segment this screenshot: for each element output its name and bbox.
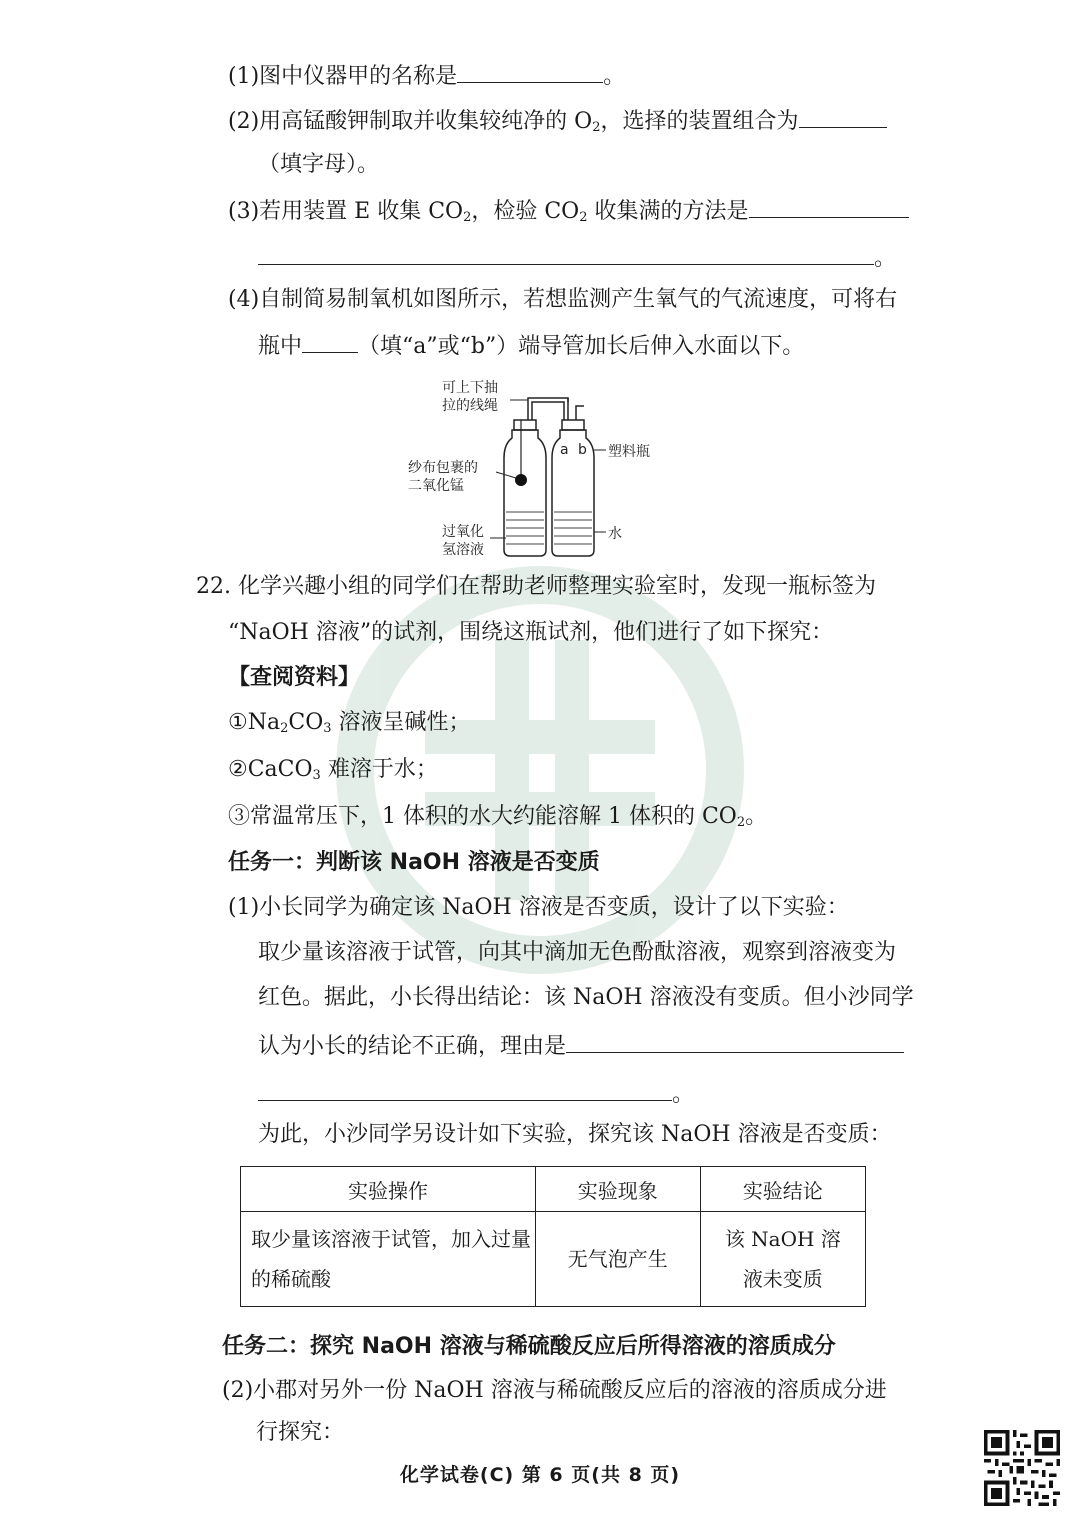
task1-line4 (258, 1030, 904, 1062)
q21-part3-line2 (258, 242, 896, 274)
conclusion-line1: 该 NaOH 溶 (724, 1227, 841, 1251)
task1-line5-end: 。 (672, 1082, 695, 1107)
q21-part1 (228, 60, 625, 92)
task2-line2: 行探究： (256, 1420, 345, 1445)
q21-part4-line2 (258, 330, 804, 362)
q21-part1-text: (1)图中仪器甲的名称是 (228, 64, 458, 89)
ref1-c: 溶液呈碱性； (331, 710, 471, 735)
qr-code-icon (984, 1430, 1060, 1506)
ref3-a: ③常温常压下，1 体积的水大约能溶解 1 体积的 CO (228, 804, 737, 829)
table-header-phenomenon: 实验现象 (535, 1167, 700, 1212)
reference-item-1 (228, 708, 471, 744)
table-cell-conclusion (700, 1212, 865, 1307)
table-header-row (241, 1167, 866, 1212)
label-h2o2-line1: 过氧化 (442, 524, 484, 540)
task1-line2: 取少量该溶液于试管，向其中滴加无色酚酞溶液，观察到溶液变为 (258, 940, 897, 965)
answer-blank[interactable] (749, 195, 909, 218)
page-footer: 化学试卷(C) 第 6 页(共 8 页) (399, 1464, 681, 1486)
answer-blank[interactable] (302, 330, 358, 353)
answer-blank[interactable] (258, 1078, 672, 1101)
ref2-b: 难溶于水； (320, 757, 438, 782)
label-rope-line1: 可上下抽 (442, 380, 498, 396)
table-cell-operation (241, 1212, 536, 1307)
q21-part2-rest: ，选择的装置组合为 (600, 109, 799, 134)
label-b: b (578, 442, 587, 458)
q21-part3-b: ，检验 CO (471, 199, 580, 224)
table-cell-phenomenon: 无气泡产生 (535, 1212, 700, 1307)
answer-blank[interactable] (799, 105, 887, 128)
reference-item-2 (228, 755, 438, 791)
q21-part4-a: 瓶中 (258, 334, 303, 359)
q21-part2-text: (2)用高锰酸钾制取并收集较纯净的 O (228, 109, 593, 134)
ref1-b: CO (288, 710, 324, 735)
ref2-a: ②CaCO (228, 757, 313, 782)
label-rope-line2: 拉的线绳 (442, 398, 498, 414)
answer-blank[interactable] (566, 1030, 904, 1053)
q21-part3-c: 收集满的方法是 (587, 199, 749, 224)
q21-part2-line2: （填字母）。 (258, 152, 380, 177)
subscript: 2 (579, 210, 588, 225)
task1-line4-text: 认为小长的结论不正确，理由是 (258, 1034, 567, 1059)
operation-line2: 的稀硫酸 (251, 1267, 331, 1291)
table-header-conclusion: 实验结论 (700, 1167, 865, 1212)
q21-part2 (228, 105, 887, 143)
reference-title: 【查阅资料】 (228, 665, 361, 690)
task1-line1: (1)小长同学为确定该 NaOH 溶液是否变质，设计了以下实验： (228, 895, 849, 920)
reference-item-3 (228, 802, 767, 838)
q21-part4-line1: (4)自制简易制氧机如图所示，若想监测产生氧气的气流速度，可将右 (228, 287, 898, 312)
mno2-pouch-icon (515, 474, 527, 486)
task1-line6: 为此，小沙同学另设计如下实验，探究该 NaOH 溶液是否变质： (258, 1122, 892, 1147)
subscript: 3 (323, 721, 332, 736)
label-h2o2-line2: 氢溶液 (442, 542, 484, 558)
subscript: 2 (592, 120, 601, 135)
table-row (241, 1212, 866, 1307)
ref1-a: ①Na (228, 710, 281, 735)
subscript: 3 (312, 768, 321, 783)
q21-part4-b: （填“a”或“b”）端导管加长后伸入水面以下。 (358, 334, 805, 359)
oxygen-generator-diagram (400, 372, 650, 562)
task1-title: 任务一：判断该 NaOH 溶液是否变质 (228, 850, 600, 875)
task2-line1: (2)小郡对另外一份 NaOH 溶液与稀硫酸反应后的溶液的溶质成分进 (222, 1378, 887, 1403)
answer-blank[interactable] (457, 60, 603, 83)
q21-part3 (228, 195, 909, 233)
q21-part1-end: 。 (603, 64, 626, 89)
ref3-b: 。 (745, 804, 768, 829)
label-mno2-line2: 二氧化锰 (408, 478, 464, 494)
label-mno2-line1: 纱布包裹的 (408, 460, 478, 476)
table-header-operation: 实验操作 (241, 1167, 536, 1212)
q22-intro-line1: 22. 化学兴趣小组的同学们在帮助老师整理实验室时，发现一瓶标签为 (196, 574, 876, 599)
q21-part3-a: (3)若用装置 E 收集 CO (228, 199, 464, 224)
task2-title: 任务二：探究 NaOH 溶液与稀硫酸反应后所得溶液的溶质成分 (222, 1334, 836, 1359)
subscript: 2 (736, 815, 746, 830)
task1-line3: 红色。据此，小长得出结论：该 NaOH 溶液没有变质。但小沙同学 (258, 985, 914, 1010)
answer-blank[interactable] (258, 242, 874, 265)
conclusion-line2: 液未变质 (742, 1267, 823, 1291)
q22-intro-line2: “NaOH 溶液”的试剂，围绕这瓶试剂，他们进行了如下探究： (228, 620, 834, 645)
task1-line5 (258, 1078, 694, 1110)
operation-line1: 取少量该溶液于试管，加入过量 (251, 1227, 531, 1251)
q21-part3-end: 。 (874, 246, 897, 271)
experiment-table (240, 1166, 866, 1307)
subscript: 2 (463, 210, 472, 225)
label-plastic-bottle: 塑料瓶 (608, 444, 650, 460)
label-water: 水 (608, 526, 622, 542)
subscript: 2 (280, 721, 289, 736)
label-a: a (560, 442, 569, 458)
